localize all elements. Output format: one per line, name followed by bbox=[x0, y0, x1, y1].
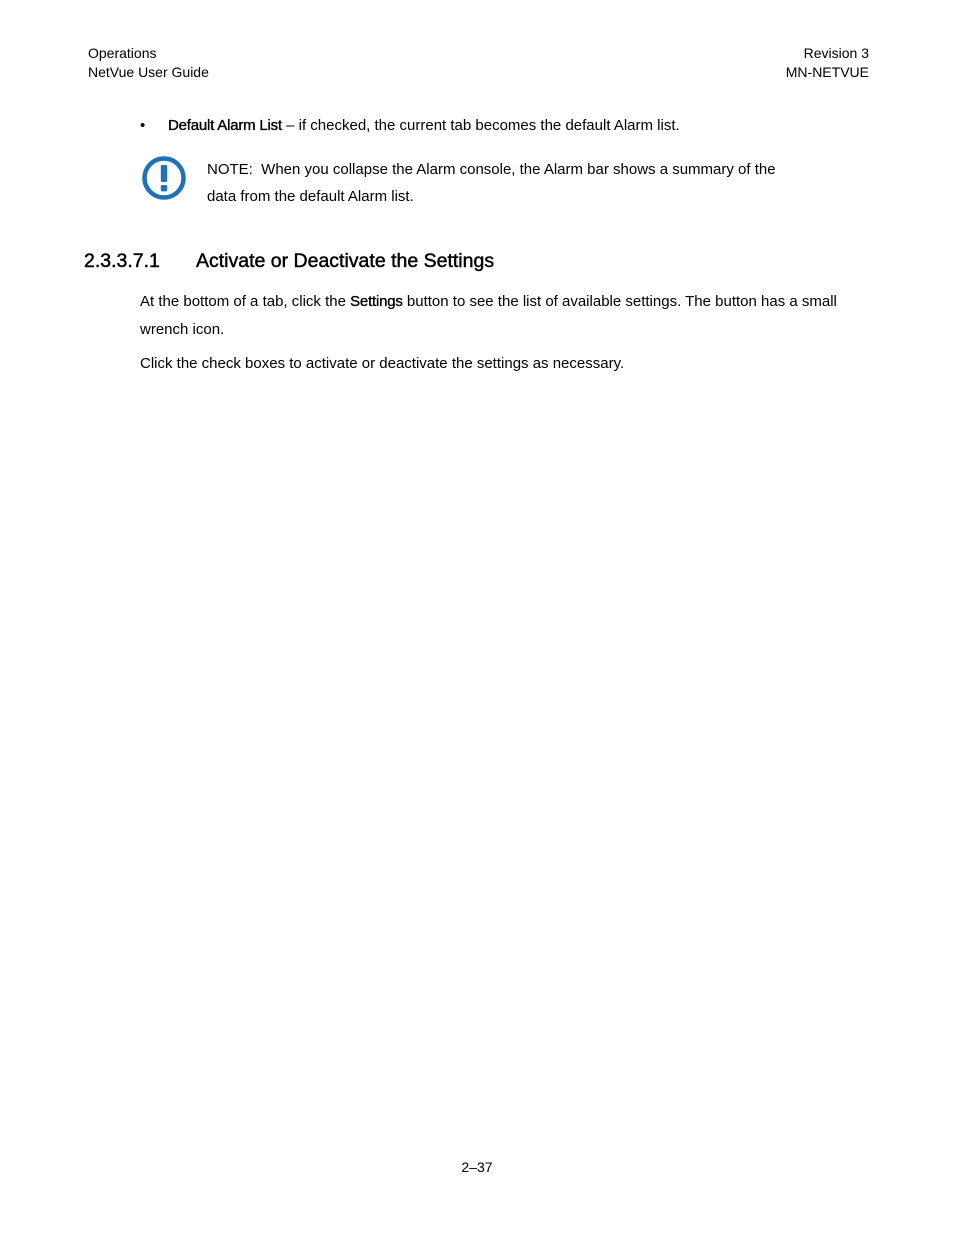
section-title: Activate or Deactivate the Settings bbox=[196, 250, 495, 272]
paragraph1-intro: At the bottom of a tab, click the bbox=[140, 293, 351, 310]
bullet-term: Default Alarm List bbox=[168, 117, 282, 134]
header-document-id: MN-NETVUE bbox=[785, 64, 869, 80]
header-chapter: Operations bbox=[88, 45, 157, 61]
header-document-title: NetVue User Guide bbox=[88, 64, 209, 80]
note-text bbox=[207, 156, 827, 210]
note-line-1: NOTE: When you collapse the Alarm console, the Alarm bar shows a summary of the bbox=[207, 161, 776, 178]
bullet-item-default-alarm-list bbox=[140, 116, 680, 136]
info-exclamation-icon bbox=[141, 155, 187, 201]
settings-term: Settings bbox=[350, 293, 403, 310]
section-heading bbox=[84, 248, 494, 274]
paragraph-settings-button bbox=[140, 288, 880, 344]
paragraph1-continuation: button to see the list of available settings. The button has a small bbox=[402, 293, 837, 310]
paragraph-check-boxes: Click the check boxes to activate or deactivate the settings as necessary. bbox=[140, 355, 625, 372]
section-number: 2.3.3.7.1 bbox=[84, 250, 160, 272]
page-header-left bbox=[88, 44, 209, 82]
bullet-marker: • bbox=[140, 117, 146, 134]
page-number: 2–37 bbox=[461, 1159, 493, 1175]
note-line-2: data from the default Alarm list. bbox=[207, 188, 414, 205]
bullet-description: – if checked, the current tab becomes the default Alarm list. bbox=[281, 117, 680, 134]
paragraph1-line-2: wrench icon. bbox=[140, 321, 225, 338]
page-header-right bbox=[786, 44, 869, 82]
header-revision: Revision 3 bbox=[803, 45, 869, 61]
